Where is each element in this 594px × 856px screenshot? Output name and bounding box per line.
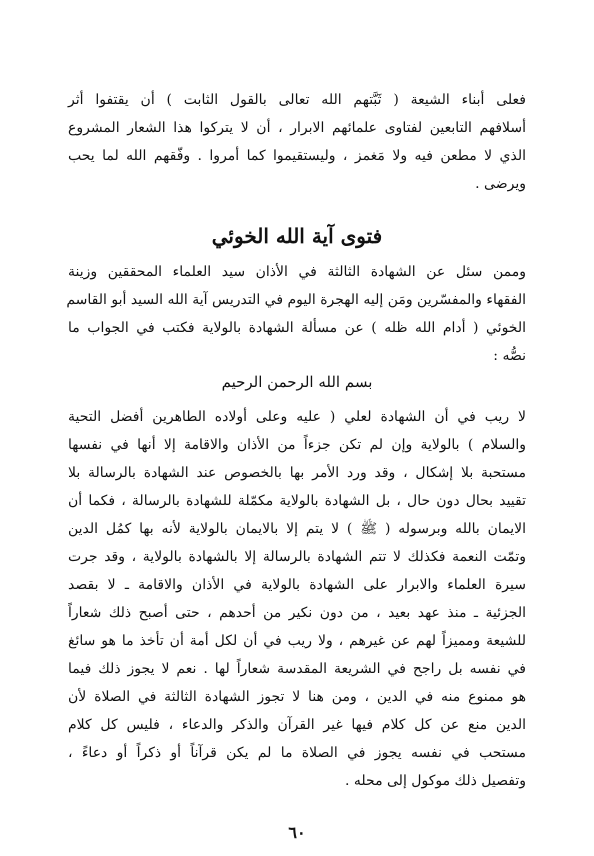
answer-line: الايمان بالله وبرسوله ( ﷺ ) لا يتم إلا بالايمان بالولاية لأنه بها كمُل الدين xyxy=(68,521,526,537)
page-number: ٦٠ xyxy=(288,823,306,842)
answer-line: وتفصيل ذلك موكول إلى محله . xyxy=(344,773,526,789)
answer-line: الجزئية ـ منذ عهد بعيد ، من دون نكير من أحدهم ، حتى أصبح ذلك شعاراً xyxy=(68,605,526,621)
question-line: نصُّه : xyxy=(493,348,526,364)
basmala: بسم الله الرحمن الرحيم xyxy=(221,373,373,391)
answer-line: هو ممنوع منه في الدين ، ومن هنا لا تجوز الشهادة الثالثة في الصلاة لأن xyxy=(68,689,527,705)
section-heading: فتوى آية الله الخوئي xyxy=(211,224,383,248)
answer-line: للشيعة ومميزاً لهم عن غيرهم ، ولا ريب في أن لكل أمة أن تأخذ ما هو سائغ xyxy=(68,633,526,649)
question-line: وممن سئل عن الشهادة الثالثة في الأذان سيد العلماء المحققين وزينة xyxy=(68,264,526,280)
answer-line: تقييد بحال دون حال ، بل الشهادة بالولاية مكمّلة للشهادة بالرسالة ، فكما أن xyxy=(68,493,526,509)
answer-line: مستحب في نفسه يجوز في الصلاة ما لم يكن قرآناً أو ذكراً أو دعاءً ، xyxy=(68,745,526,761)
answer-line: وتمّت النعمة فكذلك لا تتم الشهادة بالرسالة إلا بالشهادة بالولاية ، وقد جرت xyxy=(68,549,526,565)
answer-line: سيرة العلماء والابرار على الشهادة بالولاية في الأذان والاقامة ـ لا بقصد xyxy=(68,577,526,593)
answer-line: لا ريب في أن الشهادة لعلي ( عليه وعلى أولاده الطاهرين أفضل التحية xyxy=(68,409,526,425)
intro-line: أسلافهم التابعين لفتاوى علمائهم الابرار ، أن لا يتركوا هذا الشعار المشروع xyxy=(68,120,526,136)
answer-line: الدين منع عن كل كلام فيها غير القرآن والذكر والدعاء ، فليس كل كلام xyxy=(68,717,526,733)
intro-line: فعلى أبناء الشيعة ( ثَبَّتهم الله تعالى بالقول الثابت ) أن يقتفوا أثر xyxy=(68,92,526,108)
intro-paragraph xyxy=(68,86,526,198)
answer-line: والسلام ) بالولاية وإن لم تكن جزءاً من الأذان والاقامة إلا أنها في نفسها xyxy=(68,437,526,453)
answer-paragraph xyxy=(68,403,526,795)
question-line: الفقهاء والمفسّرين ومَن إليه الهجرة اليوم في التدريس آية الله السيد أبو القاسم xyxy=(66,292,526,308)
question-line: الخوئي ( أدام الله ظله ) عن مسألة الشهادة بالولاية فكتب في الجواب ما xyxy=(68,320,526,336)
question-paragraph xyxy=(68,258,526,370)
intro-line: ويرضى . xyxy=(475,176,526,192)
answer-line: في نفسه بل راجح في الشريعة المقدسة شعاراً لها . نعم لا يجوز ذلك فيما xyxy=(68,661,526,677)
intro-line: الذي لا مطعن فيه ولا مَغمز ، وليستقيموا كما أمروا . وفّقهم الله لما يحب xyxy=(68,148,526,164)
answer-line: مستحبة بلا إشكال ، وقد ورد الأمر بها بالخصوص عند الشهادة بالرسالة بلا xyxy=(68,465,526,481)
